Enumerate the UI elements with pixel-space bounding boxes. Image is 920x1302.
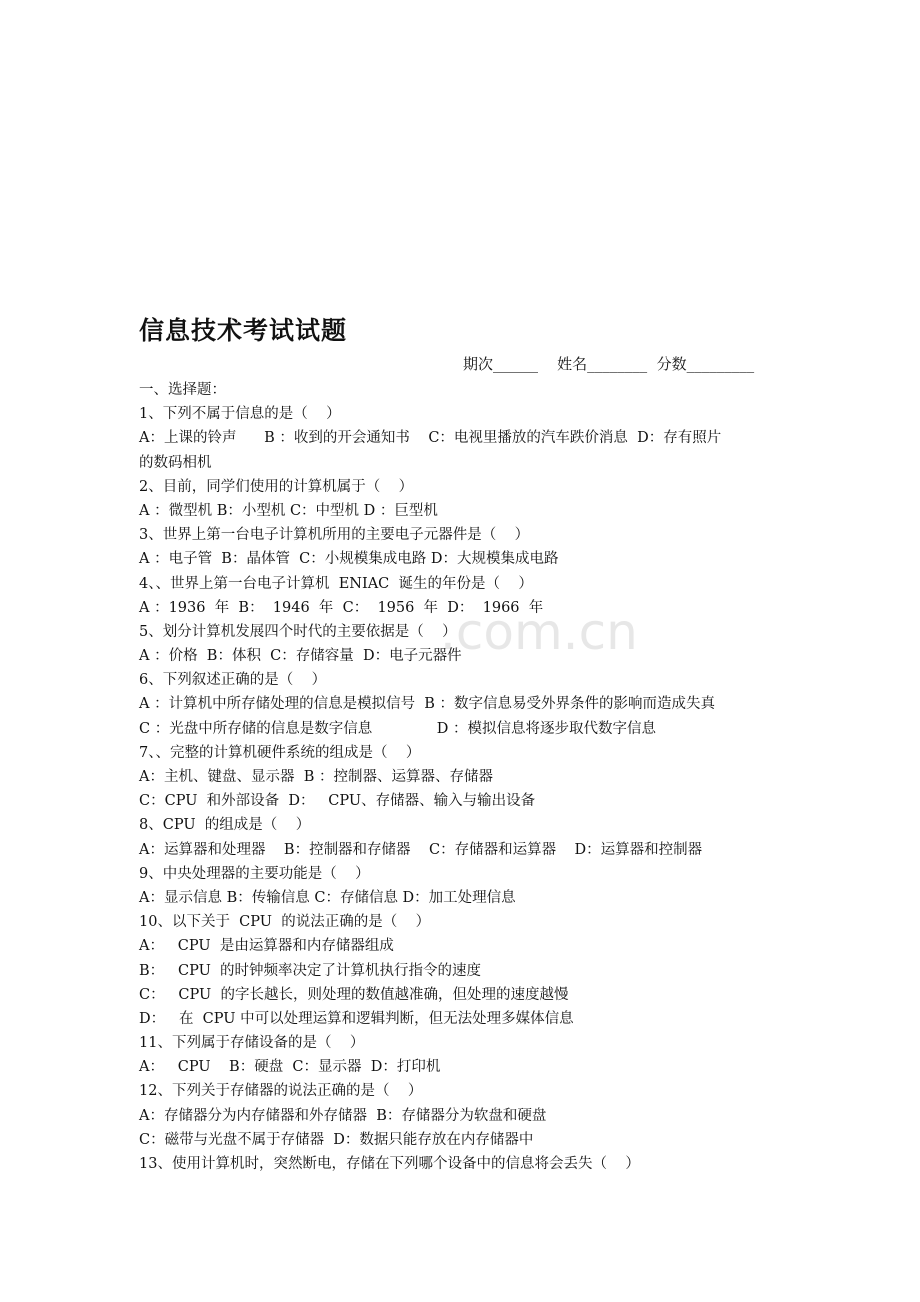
- question-4-options: A ：1936 年 B： 1946 年 C： 1956 年 D： 1966 年: [139, 599, 544, 616]
- question-9: 9、中央处理器的主要功能是（ ）: [139, 865, 370, 882]
- student-info-line: 期次______ 姓名________ 分数_________: [463, 355, 755, 373]
- question-9-options: A：显示信息 B：传输信息 C：存储信息 D：加工处理信息: [139, 889, 516, 906]
- question-1-options-continued: 的数码相机: [139, 454, 212, 471]
- question-1-options: A：上课的铃声 B ：收到的开会通知书 C：电视里播放的汽车跌价消息 D：存有照片: [139, 430, 722, 447]
- question-12: 12、下列关于存储器的说法正确的是（ ）: [139, 1083, 423, 1100]
- question-6-options-ab: A ：计算机中所存储处理的信息是模拟信号 B ：数字信息易受外界条件的影响而造成失真: [139, 696, 716, 713]
- question-7-options-ab: A：主机、键盘、显示器 B ：控制器、运算器、存储器: [139, 769, 493, 785]
- question-10: 10、以下关于 CPU 的说法正确的是（ ）: [139, 914, 431, 931]
- question-body: [139, 378, 789, 1176]
- question-4: 4、、世界上第一台电子计算机 ENIAC 诞生的年份是（ ）: [139, 575, 533, 592]
- question-7: 7、、完整的计算机硬件系统的组成是（ ）: [139, 744, 421, 761]
- page-title: 信息技术考试试题: [139, 316, 348, 345]
- question-2-options: A ：微型机 B：小型机 C：中型机 D ：巨型机: [139, 502, 438, 519]
- question-12-options-cd: C：磁带与光盘不属于存储器 D：数据只能存放在内存储器中: [139, 1131, 534, 1148]
- question-10-option-d: D： 在 CPU 中可以处理运算和逻辑判断，但无法处理多媒体信息: [139, 1010, 574, 1027]
- question-2: 2、目前，同学们使用的计算机属于（ ）: [139, 478, 414, 495]
- question-12-options-ab: A：存储器分为内存储器和外存储器 B：存储器分为软盘和硬盘: [139, 1107, 547, 1124]
- question-10-option-b: B： CPU 的时钟频率决定了计算机执行指令的速度: [139, 962, 482, 979]
- question-6-options-cd: C ：光盘中所存储的信息是数字信息 D ：模拟信息将逐步取代数字信息: [139, 720, 656, 737]
- question-6: 6、下列叙述正确的是（ ）: [139, 672, 327, 689]
- question-1: 1、下列不属于信息的是（ ）: [139, 406, 341, 423]
- section-heading: 一、选择题：: [139, 382, 226, 398]
- question-13: 13、使用计算机时，突然断电，存储在下列哪个设备中的信息将会丢失（ ）: [139, 1156, 640, 1172]
- question-5: 5、划分计算机发展四个时代的主要依据是（ ）: [139, 623, 457, 640]
- question-3-options: A ：电子管 B：晶体管 C：小规模集成电路 D：大规模集成电路: [139, 551, 559, 568]
- question-10-option-c: C： CPU 的字长越长，则处理的数值越准确，但处理的速度越慢: [139, 986, 569, 1003]
- question-11: 11、下列属于存储设备的是（ ）: [139, 1035, 365, 1052]
- question-5-options: A ：价格 B：体积 C：存储容量 D：电子元器件: [139, 648, 462, 665]
- question-11-options: A： CPU B：硬盘 C：显示器 D：打印机: [139, 1059, 441, 1076]
- watermark-text: .com.cn: [440, 603, 638, 661]
- question-7-options-cd: C：CPU 和外部设备 D： CPU、存储器、输入与输出设备: [139, 793, 536, 810]
- question-3: 3、世界上第一台电子计算机所用的主要电子元器件是（ ）: [139, 527, 530, 544]
- question-8-options: A：运算器和处理器 B：控制器和存储器 C：存储器和运算器 D：运算器和控制器: [139, 841, 703, 858]
- question-10-option-a: A： CPU 是由运算器和内存储器组成: [139, 938, 394, 955]
- question-8: 8、CPU 的组成是（ ）: [139, 817, 311, 834]
